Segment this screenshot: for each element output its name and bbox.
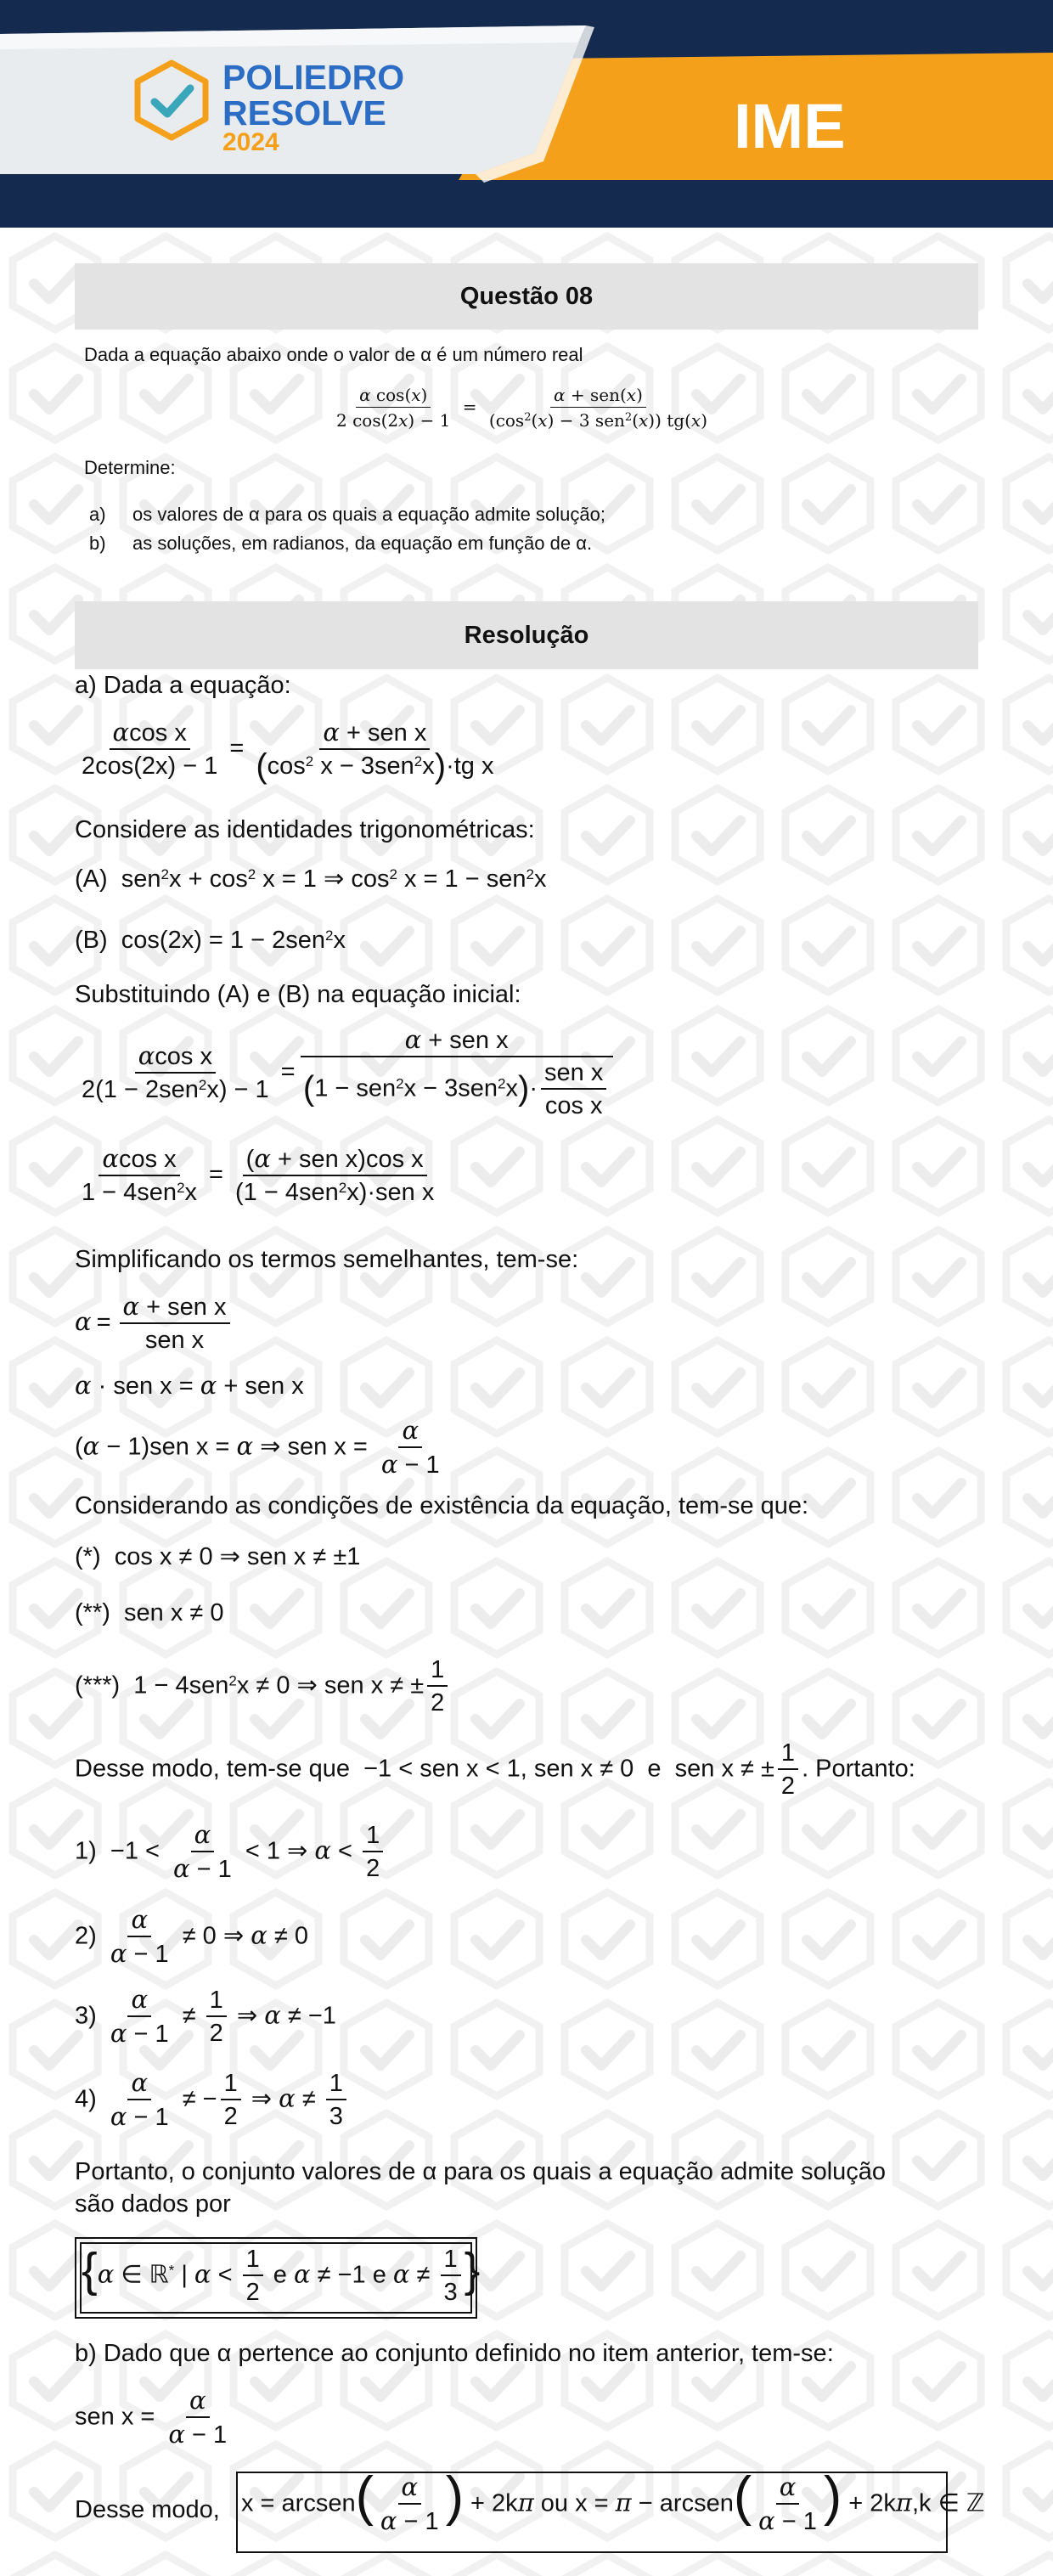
- answer-set: {α ∈ ℝ* | α < $\frac{1}{2}$ e α ≠ −1 e α ≠ $\frac{1}{3}$ }: [82, 2242, 481, 2306]
- result-3-label: 3): [75, 2002, 97, 2030]
- identity-a: (A) $sen^2x + \cos^2 x = 1$ ⇒ $\cos^2 x = 1 - sen^2x$: [75, 865, 547, 893]
- result-1: 1) −1 < $\frac{\alpha}{\alpha - 1}$ < 1 ⇒ α < $\frac{1}{2}$: [75, 1821, 386, 1884]
- result-4: 4) $\frac{\alpha}{\alpha - 1}$ ≠ − $\frac{1}{2}$ ⇒ α ≠ $\frac{1}{3}$: [75, 2069, 350, 2132]
- portanto-text: . Portanto:: [802, 1755, 915, 1783]
- result-1-label: 1): [75, 1837, 97, 1865]
- final-answer: x = arcsen( $\frac{\alpha}{\alpha - 1}$ ) + 2kπ ou x = π − arcsen( $\frac{\alpha}{\alpha - 1}$ ) + 2kπ,k ∈ ℤ: [241, 2465, 985, 2535]
- identities-intro: Considere as identidades trigonométricas:: [75, 816, 535, 843]
- final-prefix: Desse modo,: [75, 2496, 220, 2523]
- question-title: Questão 08: [75, 263, 978, 330]
- question-item-b-text: as soluções, em radianos, da equação em função de α.: [132, 533, 593, 554]
- equation-original: $\frac{\text{αcos x}}{2\cos(2x) - 1}$ = $\frac{\text{α + sen x}}{(\cos^2 x - 3sen^2x)\cdot tg x}$: [82, 718, 494, 785]
- equation-alpha-sen: α · sen x = α + sen x: [75, 1371, 304, 1400]
- question-determine: Determine:: [84, 457, 176, 478]
- conclusion-line2: são dados por: [75, 2190, 231, 2218]
- condition-1: (*) cos x ≠ 0 ⇒ sen x ≠ ±1: [75, 1543, 361, 1570]
- result-2-label: 2): [75, 1922, 97, 1950]
- condition-1-label: (*): [75, 1543, 101, 1570]
- equation-alpha: α = $\frac{\text{α + sen x}}{\text{sen x}}$: [75, 1293, 234, 1355]
- resolution-a-intro: a) Dada a equação:: [75, 672, 291, 699]
- identity-b: (B) cos(2x) = 1 − 2sen$^2$x: [75, 927, 346, 954]
- simplifying-text: Simplificando os termos semelhantes, tem-se:: [75, 1246, 579, 1273]
- condition-3-label: (***): [75, 1671, 121, 1699]
- question-equation: $\frac{\text{α cos(x)}}{2 \cos(2x) - 1}$ = $\frac{\text{α + sen(x)}}{(\cos^2(x) - 3 sen^2(x)) tg(x)}$: [336, 385, 707, 431]
- equation-reduced: $\frac{\text{αcos x}}{1 - 4sen^2x}$ = $\frac{\text{(α + sen x)cos x}}{(1 - 4sen^2x)\cdot sen x}$: [82, 1144, 435, 1206]
- exam-name: IME: [734, 91, 846, 161]
- desse-modo-prefix: Desse modo, tem-se que: [75, 1755, 350, 1783]
- question-intro: Dada a equação abaixo onde o valor de α é um número real: [84, 344, 583, 365]
- resolution-title: Resolução: [75, 601, 978, 669]
- condition-2-label: (**): [75, 1599, 110, 1626]
- result-2: 2) $\frac{\alpha}{\alpha - 1}$ ≠ 0 ⇒ α ≠ 0: [75, 1905, 308, 1968]
- desse-modo-line: Desse modo, tem-se que −1 < sen x < 1, sen x ≠ 0 e sen x ≠ ± $\frac{1}{2}$ . Portanto:: [75, 1739, 915, 1800]
- identity-b-label: (B): [75, 927, 108, 954]
- conditions-text: Considerando as condições de existência da equação, tem-se que:: [75, 1492, 809, 1519]
- identity-a-label: (A): [75, 865, 108, 893]
- question-item-b-letter: b): [89, 533, 106, 554]
- question-item-a-letter: a): [89, 504, 106, 525]
- condition-3: (***) 1 − 4sen$^2$x ≠ 0 ⇒ sen x ≠ ± $\frac{1}{2}$: [75, 1656, 451, 1717]
- logo-line1: POLIEDRO: [222, 58, 405, 97]
- b-intro: b) Dado que α pertence ao conjunto definido no item anterior, tem-se:: [75, 2340, 834, 2367]
- equation-sen-final: sen x = $\frac{\alpha}{\alpha - 1}$: [75, 2386, 228, 2449]
- result-4-label: 4): [75, 2085, 97, 2113]
- logo-line2: RESOLVE: [222, 93, 386, 132]
- logo-year: 2024: [222, 128, 279, 156]
- substituting-text: Substituindo (A) e (B) na equação inicial:: [75, 981, 521, 1008]
- result-3: 3) $\frac{\alpha}{\alpha - 1}$ ≠ $\frac{1}{2}$ ⇒ α ≠ −1: [75, 1985, 336, 2048]
- question-item-a-text: os valores de α para os quais a equação admite solução;: [132, 504, 605, 525]
- condition-2: (**) sen x ≠ 0: [75, 1599, 224, 1626]
- equation-substituted: $\frac{\text{αcos x}}{2(1 - 2sen^2x) - 1}$ = α + sen x (1 − sen$^2$x − 3sen$^2$x)· $\frac{\text{sen x}}{\text{cos x}}$: [75, 1026, 613, 1120]
- equation-sen-solved: (α − 1)sen x = α ⇒ sen x = $\frac{\alpha}{\alpha - 1}$: [75, 1416, 440, 1479]
- conclusion-line1: Portanto, o conjunto valores de α para os quais a equação admite solução: [75, 2158, 887, 2185]
